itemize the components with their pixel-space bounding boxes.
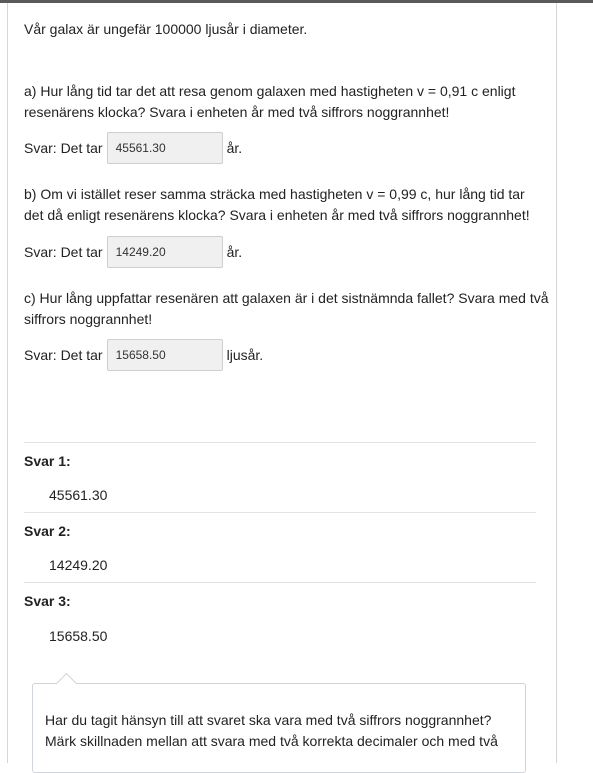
feedback-line-1: Har du tagit hänsyn till att svaret ska vara med två siffrors noggrannhet? bbox=[45, 712, 492, 728]
right-margin bbox=[557, 3, 593, 754]
question-a-line-2: resenärens klocka? Svara i enheten år med två siffrors noggrannhet! bbox=[24, 104, 450, 120]
submitted-value-1: 45561.30 bbox=[49, 487, 108, 503]
intro-text: Vår galax är ungefär 100000 ljusår i diameter. bbox=[24, 21, 308, 37]
answer-input-c[interactable]: 15658.50 bbox=[107, 339, 223, 371]
question-c-line-2: siffrors noggrannhet! bbox=[24, 311, 153, 327]
answer-prefix: Svar: Det tar bbox=[24, 347, 103, 363]
answer-row-a bbox=[24, 131, 242, 165]
answer-row-c bbox=[24, 338, 263, 372]
divider bbox=[24, 582, 536, 583]
divider bbox=[24, 442, 536, 443]
question-b-line-1: b) Om vi istället reser samma sträcka med hastigheten v = 0,99 c, hur lång tid tar bbox=[24, 186, 525, 202]
question-c-line-1: c) Hur lång uppfattar resenären att galaxen är i det sistnämnda fallet? Svara med två bbox=[24, 290, 549, 306]
divider bbox=[24, 512, 536, 513]
answer-unit: ljusår. bbox=[226, 347, 264, 363]
answer-unit: år. bbox=[226, 244, 243, 260]
submitted-label-1: Svar 1: bbox=[24, 453, 71, 469]
submitted-label-3: Svar 3: bbox=[24, 593, 71, 609]
answer-input-a[interactable]: 45561.30 bbox=[107, 132, 223, 164]
submitted-value-2: 14249.20 bbox=[49, 557, 108, 573]
question-b-line-2: det då enligt resenärens klocka? Svara i enheten år med två siffrors noggrannhet! bbox=[24, 207, 530, 223]
submitted-value-3: 15658.50 bbox=[49, 628, 108, 644]
feedback-line-2: Märk skillnaden mellan att svara med två korrekta decimaler och med två bbox=[45, 733, 498, 749]
question-a-line-1: a) Hur lång tid tar det att resa genom galaxen med hastigheten v = 0,91 c enligt bbox=[24, 83, 516, 99]
answer-prefix: Svar: Det tar bbox=[24, 140, 103, 156]
answer-unit: år. bbox=[226, 140, 243, 156]
answer-prefix: Svar: Det tar bbox=[24, 244, 103, 260]
answer-row-b bbox=[24, 235, 242, 269]
submitted-label-2: Svar 2: bbox=[24, 523, 71, 539]
answer-input-b[interactable]: 14249.20 bbox=[107, 236, 223, 268]
feedback-box bbox=[32, 683, 526, 773]
